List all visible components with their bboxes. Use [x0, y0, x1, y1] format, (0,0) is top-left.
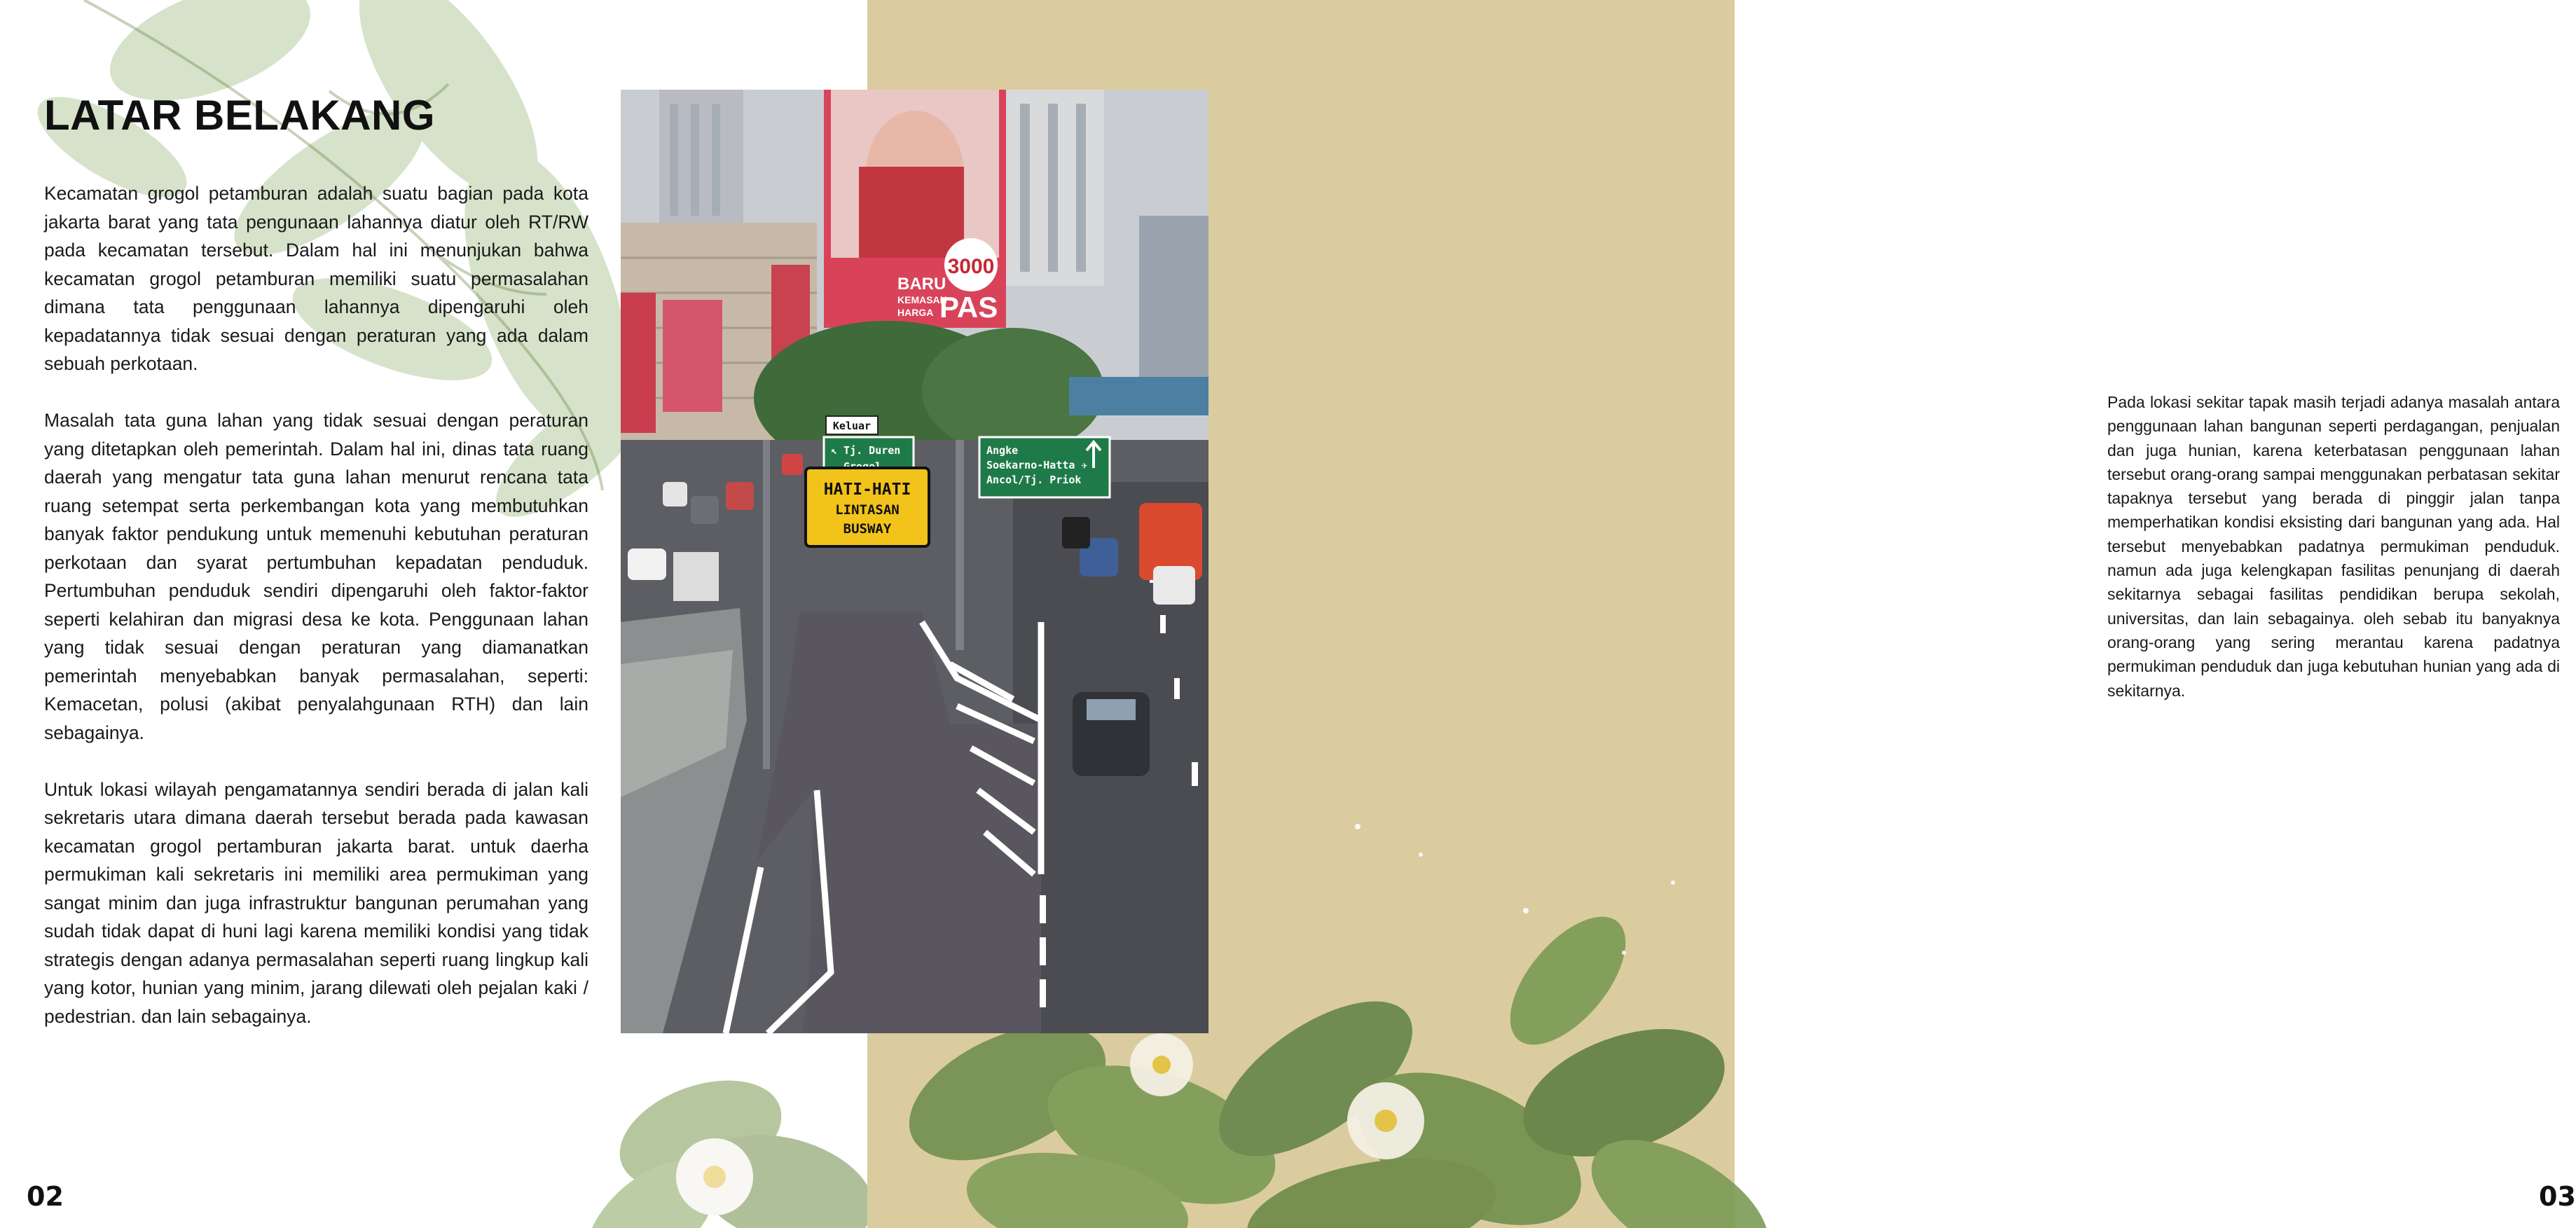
paragraph-1: Kecamatan grogol petamburan adalah suatu bagian pada kota jakarta barat yang tata pengunaan lahannya diatur oleh RT/RW pada kecamatan tersebut. Dalam hal ini menunjukan bahwa kecamatan grogol petamburan memiliki suatu permasalahan dimana tata penggunaan lahannya dipengaruhi oleh kepadatannya tidak sesuai dengan peraturan yang ada dalam sebuah perkotaan. — [44, 183, 588, 374]
street-photo-illustration — [621, 90, 1208, 1033]
paragraph-3: Untuk lokasi wilayah pengamatannya sendiri berada di jalan kali sekretaris utara dimana daerah tersebut berada pada kawasan kecamatan grogol pertamburan jakarta barat. untuk daerha permukiman kali sekretaris ini memiliki area permukiman yang sangat minim dan juga infrastruktur bangunan perumahan yang sudah tidak dapat di huni lagi karena memiliki kondisi yang tidak strategis dengan adanya permasalahan seperti ruang lingkup kali yang kotor, hunian yang minim, jarang dilewati oleh pejalan kaki / pedestrian. dan lain sebagainya. — [44, 778, 588, 1027]
warning-line2: LINTASAN — [835, 502, 900, 518]
billboard-text-3: HARGA — [897, 307, 934, 318]
street-photo — [621, 90, 1208, 1033]
page-number-right: 03 — [2539, 1181, 2576, 1212]
warning-line3: BUSWAY — [843, 521, 892, 537]
overpass — [1069, 377, 1208, 415]
page-title: LATAR BELAKANG — [44, 92, 436, 139]
billboard-text-1: BARU — [897, 275, 946, 294]
billboard-brand: PAS — [939, 291, 998, 324]
intro-body — [44, 179, 588, 1059]
sign-left-line1: ↖ Tj. Duren — [831, 444, 901, 457]
exit-sign-label: Keluar — [832, 420, 872, 432]
page-number-left: 02 — [27, 1181, 64, 1212]
billboard-text-2: KEMASAN — [897, 294, 947, 305]
warning-line1: HATI-HATI — [823, 481, 911, 499]
site-description: Pada lokasi sekitar tapak masih terjadi adanya masalah antara penggunaan lahan bangunan seperti perdagangan, penjualan dan juga hunian, karena keterbatasan penggunaan lahan tersebut orang-orang sampai menggunakan perbatasan sekitar tapaknya tersebut yang berada di pinggir jalan tanpa memperhatikan kondisi eksisting dari bangunan yang ada. Hal tersebut menyebabkan padatnya permukiman penduduk. namun ada juga kelengkapan fasilitas penunjang di daerah sekitarnya sebagai fasilitas pendidikan berupa sekolah, universitas, dan lain sebagainya. oleh sebab itu banyaknya orang-orang yang sering merantau karena padatnya permukiman penduduk dan juga kebutuhan hunian yang ada di sekitarnya. — [2107, 393, 2560, 700]
sign-right-line1: Angke — [986, 444, 1019, 457]
paragraph-2: Masalah tata guna lahan yang tidak sesuai dengan peraturan yang ditetapkan oleh pemerintah. Dalam hal ini, dinas tata ruang daerah yang mengatur tata guna lahan menurut rencana tata ruang setempat serta perkembangan kota yang membutuhkan banyak faktor pendukung untuk memenuhi kebutuhan peraturan perkotaan dan syarat pertumbuhan kepadatan penduduk. Pertumbuhan penduduk sendiri dipengaruhi oleh faktor-faktor seperti kelahiran dan migrasi desa ke kota. Penggunaan lahan yang tidak sesuai dengan peraturan yang diamanatkan pemerintah menyebabkan banyak permasalahan, seperti: Kemacetan, polusi (akibat penyalahgunaan RTH) dan lain sebagainya. — [44, 410, 588, 743]
sign-right-line2: Soekarno-Hatta ✈ — [986, 459, 1088, 471]
billboard-price: 3000 — [947, 255, 995, 278]
sign-right-line3: Ancol/Tj. Priok — [986, 474, 1082, 486]
